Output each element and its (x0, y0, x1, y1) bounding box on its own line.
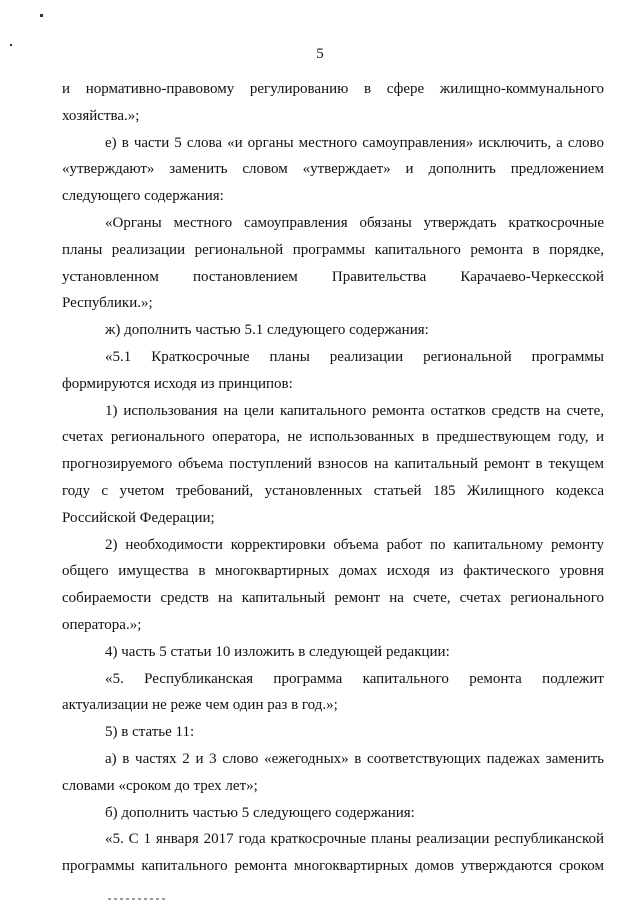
page-number: 5 (316, 46, 324, 62)
paragraph: 4) часть 5 статьи 10 изложить в следующей редакции: (105, 643, 450, 660)
document-body (62, 76, 604, 880)
paragraph: 5) в статье 11: (105, 724, 195, 741)
paragraph: и нормативно-правовому регулированию в сфере жилищно-коммунального хозяйства.»; (62, 81, 604, 124)
scan-artifact-strip (108, 898, 168, 900)
paragraph: а) в частях 2 и 3 слово «ежегодных» в соответствующих падежах заменить словами «сроком до трех лет»; (62, 750, 604, 794)
paragraph: «5. Республиканская программа капитального ремонта подлежит актуализации не реже чем один раз в год.»; (62, 670, 604, 714)
paragraph: е) в части 5 слова «и органы местного самоуправления» исключить, а слово «утверждают» заменить словом «утверждает» и дополнить предложением следующего содержания: (62, 134, 604, 205)
paragraph: ж) дополнить частью 5.1 следующего содержания: (105, 322, 429, 339)
paragraph: 2) необходимости корректировки объема работ по капитальному ремонту общего имущества в многоквартирных домах исходя из фактического уровня собираемости средств на капитальный ремонт на счете, счетах регионального оператора.»; (62, 536, 604, 633)
paragraph: «5. С 1 января 2017 года краткосрочные планы реализации республиканской программы капитального ремонта многоквартирных домов утверждаются сроком (62, 831, 604, 875)
paragraph: 1) использования на цели капитального ремонта остатков средств на счете, счетах регионального оператора, не использованных в предшествующем году, и прогнозируемого объема поступлений взносов на капитальный ремонт в текущем году с учетом требований, установленных статьей 185 Жилищного кодекса Российской Федерации; (62, 402, 604, 526)
paragraph: б) дополнить частью 5 следующего содержания: (105, 804, 415, 821)
paragraph: «Органы местного самоуправления обязаны утверждать краткосрочные планы реализации региональной программы капитального ремонта в порядке, установленном постановлением Правительства Карачаево-Черкесской Республики.»; (62, 214, 604, 312)
paragraph: «5.1 Краткосрочные планы реализации региональной программы формируются исходя из принципов: (62, 348, 604, 392)
scan-artifact-mark (40, 14, 43, 17)
